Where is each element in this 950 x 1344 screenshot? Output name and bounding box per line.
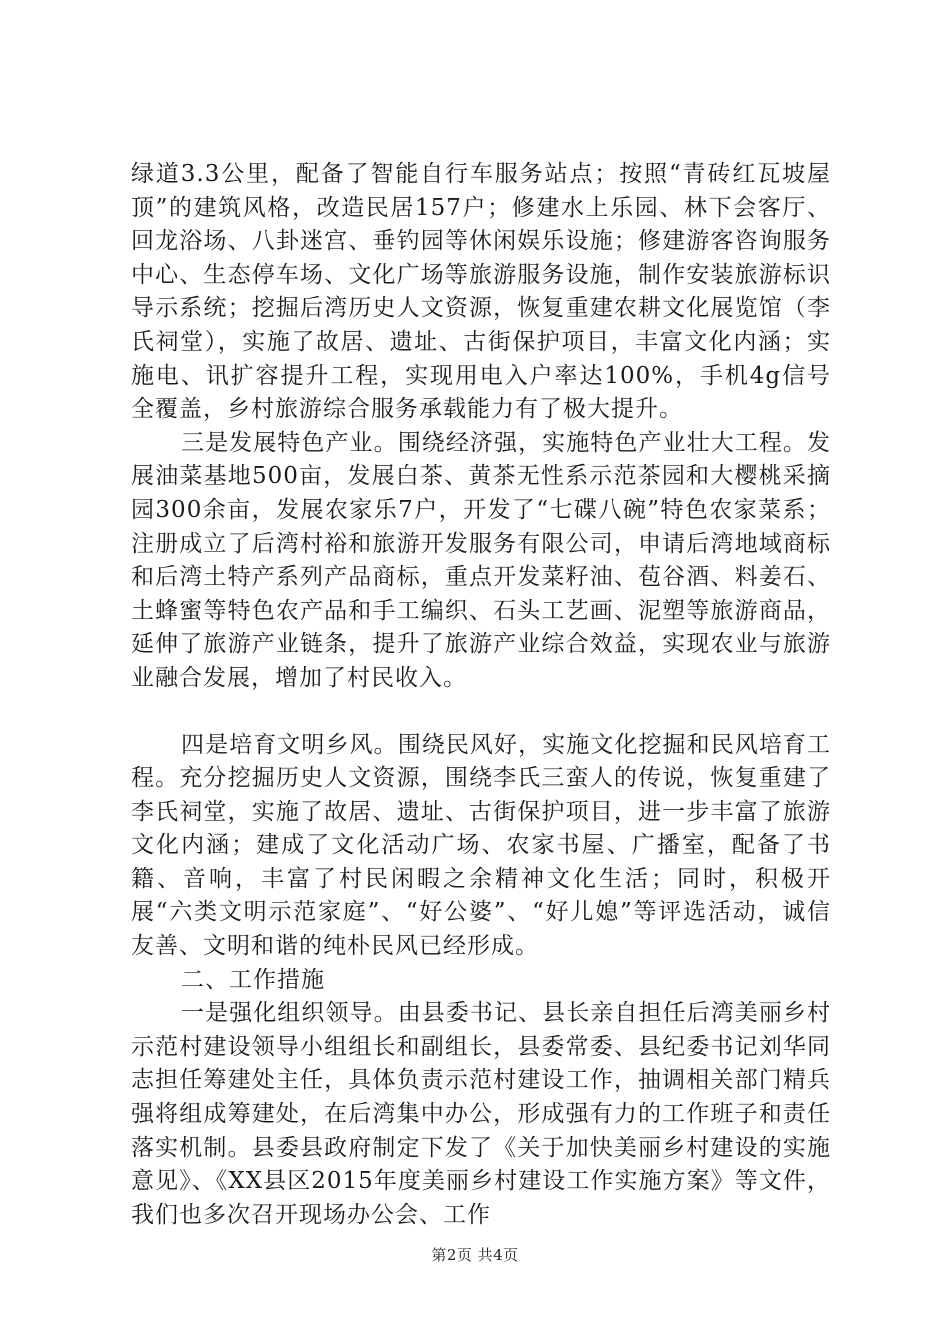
paragraph-characteristic-industry: 三是发展特色产业。围绕经济强，实施特色产业壮大工程。发展油菜基地500亩，发展白茶、黄茶无性系示范茶园和大樱桃采摘园300余亩，发展农家乐7户，开发了“七碟八碗”特色农家菜系；注册成立了后湾村裕和旅游开发服务有限公司，申请后湾地域商标和后湾土特产系列产品商标，重点开发菜籽油、苞谷酒、料姜石、土蜂蜜等特色农产品和手工编织、石头工艺画、泥塑等旅游商品，延伸了旅游产业链条，提升了旅游产业综合效益，实现农业与旅游业融合发展，增加了村民收入。 [131, 429, 831, 691]
section-heading-work-measures: 二、工作措施 [181, 966, 325, 993]
paragraph-organizational-leadership: 一是强化组织领导。由县委书记、县长亲自担任后湾美丽乡村示范村建设领导小组组长和副组长，县委常委、县纪委书记刘华同志担任筹建处主任，具体负责示范村建设工作，抽调相关部门精兵强将组成筹建处，在后湾集中办公，形成强有力的工作班子和责任落实机制。县委县政府制定下发了《关于加快美丽乡村建设的实施意见》、《XX县区2015年度美丽乡村建设工作实施方案》等文件，我们也多次召开现场办公会、工作 [131, 1000, 831, 1228]
document-body [131, 158, 831, 1232]
page-footer: 第2页 共4页 [431, 1246, 519, 1264]
paragraph-greenway-continued: 绿道3.3公里，配备了智能自行车服务站点；按照“青砖红瓦坡屋顶”的建筑风格，改造民居157户；修建水上乐园、林下会客厅、回龙浴场、八卦迷宫、垂钓园等休闲娱乐设施；修建游客咨询服务中心、生态停车场、文化广场等旅游服务设施，制作安装旅游标识导示系统；挖掘后湾历史人文资源，恢复重建农耕文化展览馆（李氏祠堂），实施了故居、遗址、古街保护项目，丰富文化内涵；实施电、讯扩容提升工程，实现用电入户率达100%，手机4g信号全覆盖，乡村旅游综合服务承载能力有了极大提升。 [131, 161, 831, 423]
paragraph-civilized-customs: 四是培育文明乡风。围绕民风好，实施文化挖掘和民风培育工程。充分挖掘历史人文资源，围绕李氏三蛮人的传说，恢复重建了李氏祠堂，实施了故居、遗址、古街保护项目，进一步丰富了旅游文化内涵；建成了文化活动广场、农家书屋、广播室，配备了书籍、音响，丰富了村民闲暇之余精神文化生活；同时，积极开展“六类文明示范家庭”、“好公婆”、“好儿媳”等评选活动，诚信友善、文明和谐的纯朴民风已经形成。 [131, 731, 831, 960]
